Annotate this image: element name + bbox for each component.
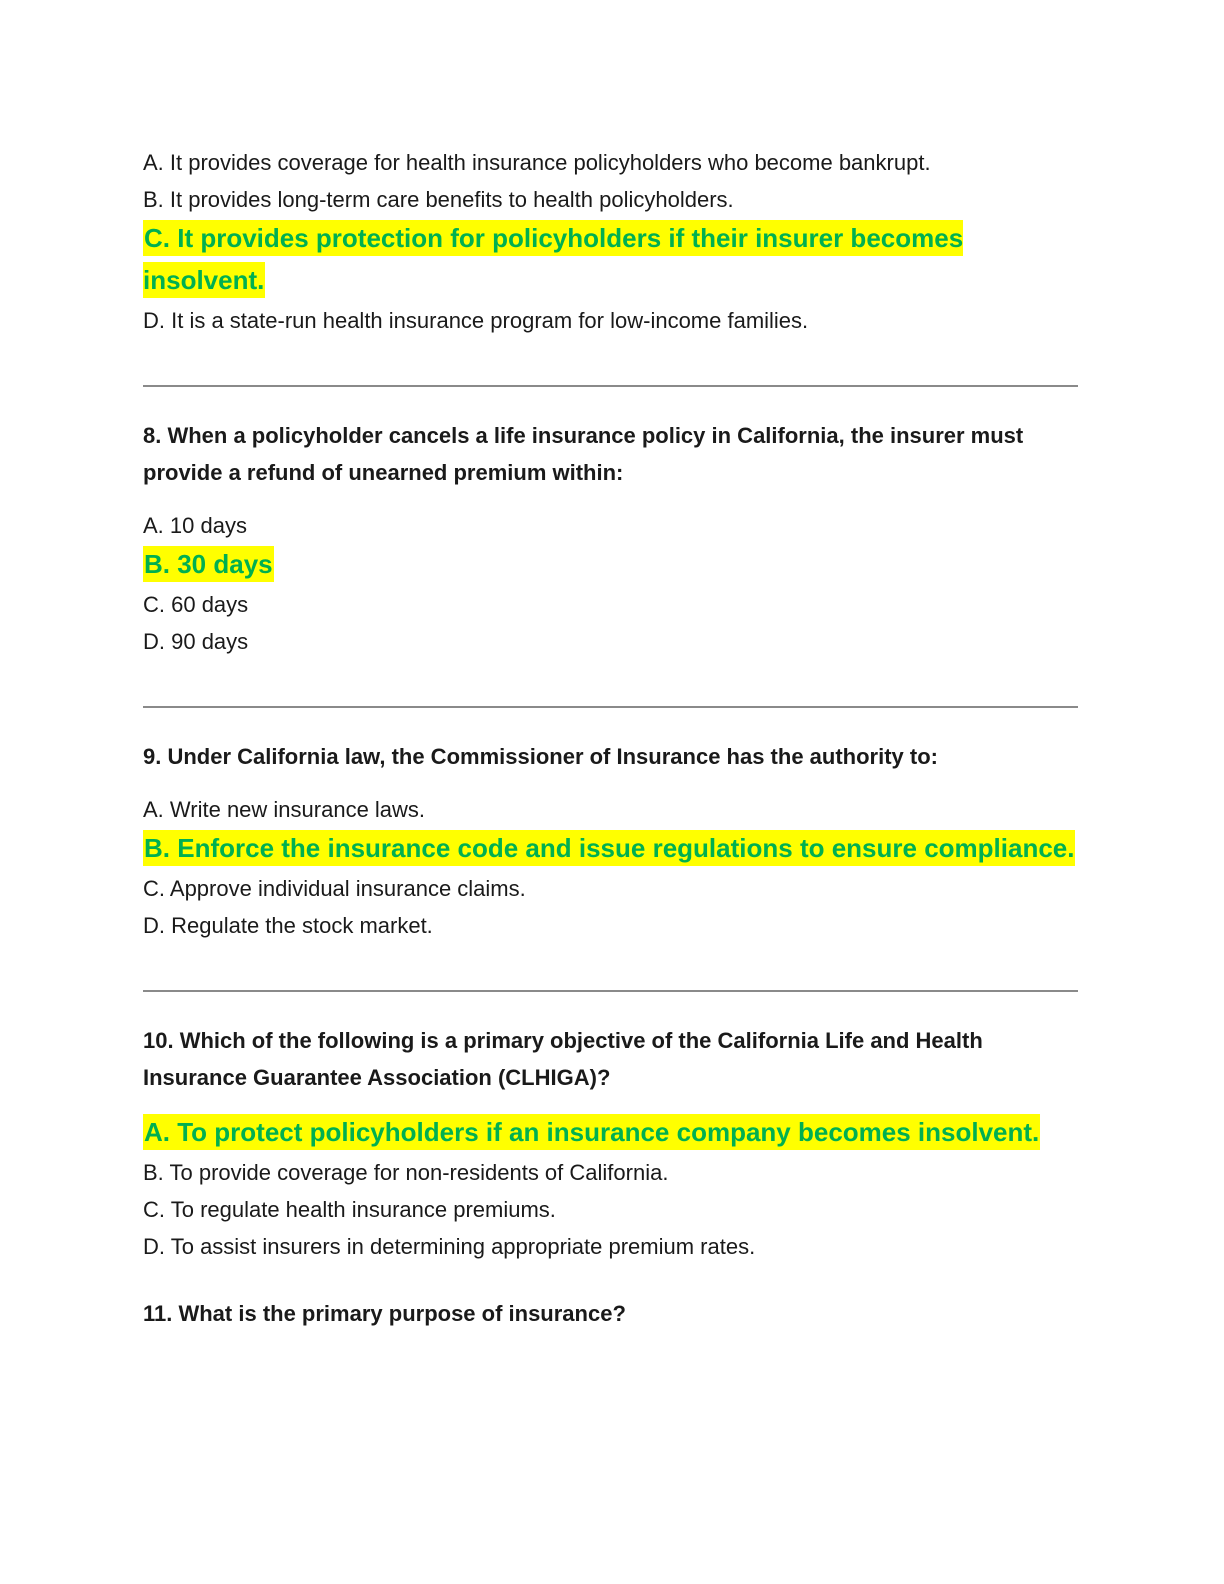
question-8-option-d: D. 90 days: [143, 629, 249, 654]
question-9-option-c: C. Approve individual insurance claims.: [143, 876, 526, 901]
question-9-text: 9. Under California law, the Commissioner of Insurance has the authority to:: [143, 744, 938, 769]
question-10-option-a-correct: [143, 1112, 1078, 1154]
question-10-text: 10. Which of the following is a primary objective of the California Life and Health Insurance Guarantee Association (CLHIGA)?: [143, 1028, 983, 1090]
question-9-option-b-correct: [143, 828, 1078, 870]
question-7-option-a: A. It provides coverage for health insurance policyholders who become bankrupt.: [143, 150, 931, 175]
question-9-option-a: A. Write new insurance laws.: [143, 797, 426, 822]
section-divider: [143, 385, 1078, 387]
question-7-options: [143, 144, 1078, 339]
question-8-text: 8. When a policyholder cancels a life insurance policy in California, the insurer must provide a refund of unearned premium within:: [143, 423, 1024, 485]
section-divider: [143, 706, 1078, 708]
question-10-option-d: D. To assist insurers in determining appropriate premium rates.: [143, 1234, 756, 1259]
correct-answer-highlight: A. To protect policyholders if an insurance company becomes insolvent.: [143, 1114, 1040, 1150]
question-7-option-d: D. It is a state-run health insurance program for low-income families.: [143, 308, 809, 333]
correct-answer-highlight: B. 30 days: [143, 546, 274, 582]
question-9-option-d: D. Regulate the stock market.: [143, 913, 433, 938]
question-8-option-a: A. 10 days: [143, 513, 247, 538]
question-9-options: [143, 791, 1078, 944]
question-8-option-b-correct: [143, 544, 1078, 586]
question-7-option-c-correct: [143, 218, 1078, 302]
correct-answer-highlight: B. Enforce the insurance code and issue regulations to ensure compliance.: [143, 830, 1075, 866]
question-8-options: [143, 507, 1078, 660]
question-10-option-b: B. To provide coverage for non-residents of California.: [143, 1160, 669, 1185]
section-divider: [143, 990, 1078, 992]
question-11-text: 11. What is the primary purpose of insurance?: [143, 1301, 626, 1326]
question-8-option-c: C. 60 days: [143, 592, 249, 617]
correct-answer-highlight: C. It provides protection for policyholders if their insurer becomes insolvent.: [143, 220, 963, 298]
question-10-options: [143, 1112, 1078, 1265]
question-10-option-c: C. To regulate health insurance premiums.: [143, 1197, 556, 1222]
question-7-option-b: B. It provides long-term care benefits to health policyholders.: [143, 187, 734, 212]
